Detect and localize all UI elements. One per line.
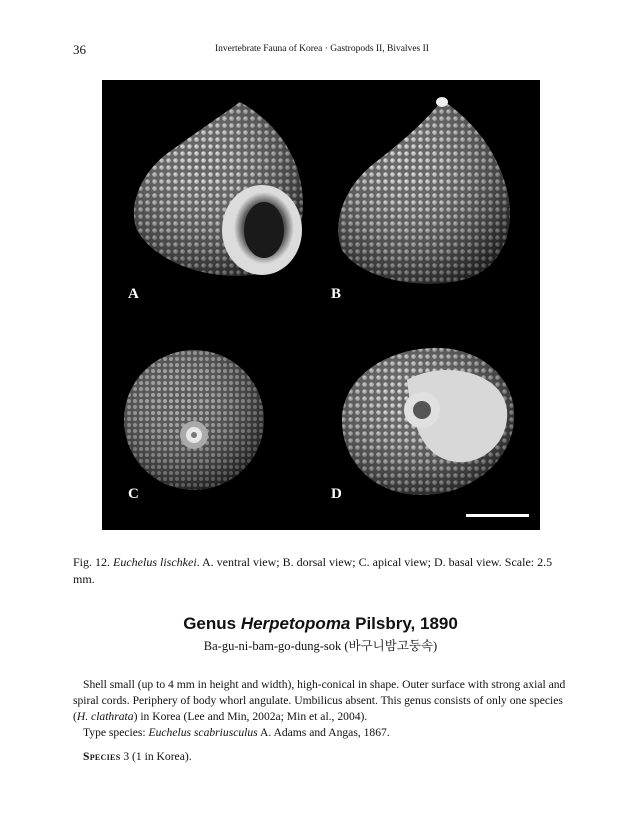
shell-panel-b [338, 97, 510, 284]
panel-label-a: A [128, 286, 139, 302]
shell-panel-d [342, 348, 514, 495]
shell-photos [102, 80, 540, 530]
genus-title [0, 614, 641, 634]
species-heading: Species [83, 750, 121, 763]
genus-korean-name: Ba-gu-ni-bam-go-dung-sok (바구니밤고둥속) [203, 639, 438, 653]
genus-name: Herpetopoma [240, 614, 351, 633]
type-species-line [73, 725, 571, 741]
caption-fig-label: Fig. 12. [73, 555, 111, 569]
description-text-1: Shell small (up to 4 mm in height and width), high-conical in shape. Outer surface with strong axial and spiral cords. Periphery of body whorl angulate. Umbilicus absent. This genus consists of only one species ( [73, 678, 566, 723]
shell-panel-a [134, 102, 303, 276]
panel-label-c: C [128, 486, 139, 502]
page-number: 36 [73, 42, 86, 57]
caption-species: Euchelus lischkei [113, 555, 197, 569]
scale-bar [466, 514, 529, 517]
description-species: H. clathrata [76, 710, 134, 723]
panel-label-b: B [331, 286, 342, 302]
genus-description [73, 677, 571, 741]
type-species-label: Type species: [83, 726, 149, 739]
description-paragraph [73, 677, 571, 725]
genus-prefix: Genus [183, 614, 241, 633]
genus-authority: Pilsbry, 1890 [350, 614, 458, 633]
panel-label-d: D [331, 486, 342, 502]
type-species-name: Euchelus scabriusculus [148, 726, 258, 739]
figure-caption [73, 554, 571, 588]
shell-panel-c [124, 350, 264, 490]
shell-figure [102, 80, 540, 530]
description-text-2: ) in Korea (Lee and Min, 2002a; Min et al., 2004). [133, 710, 368, 723]
species-count [83, 750, 192, 763]
caption-text: . A. ventral view; B. dorsal view; C. apical view; D. basal view. Scale: 2.5 mm. [73, 555, 553, 586]
species-count-text: 3 (1 in Korea). [120, 750, 192, 763]
running-head: Invertebrate Fauna of Korea · Gastropods II, Bivalves II [215, 44, 429, 54]
type-species-authority: A. Adams and Angas, 1867. [257, 726, 390, 739]
